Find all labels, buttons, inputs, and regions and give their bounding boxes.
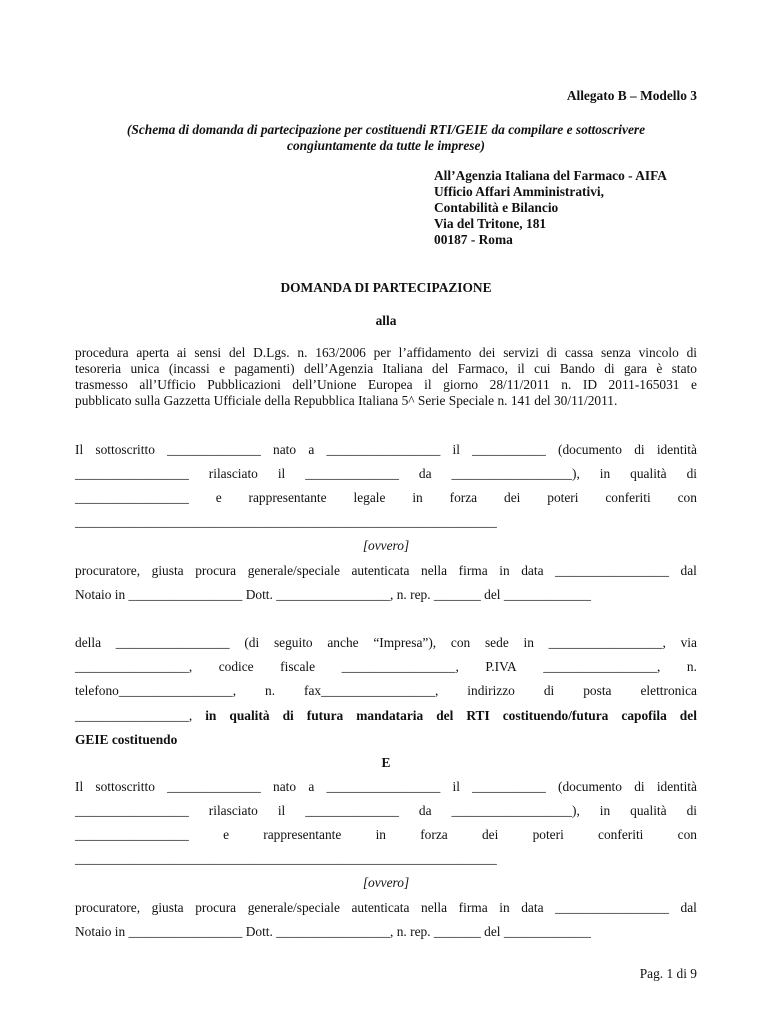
recipient-line: All’Agenzia Italiana del Farmaco - AIFA [434, 168, 667, 183]
word: telefono_________________, [75, 683, 237, 698]
word: in [599, 803, 611, 818]
block1-line2 [75, 466, 697, 482]
word: generale/speciale [247, 563, 340, 578]
word: procuratore, [75, 900, 141, 915]
word: mandataria [356, 708, 424, 723]
word: firma [458, 563, 488, 578]
word: di [686, 466, 697, 481]
word: generale/speciale [247, 900, 340, 915]
block1-line5 [75, 563, 697, 579]
word: _________________, [75, 659, 193, 674]
word: di [634, 779, 645, 794]
block1-line4: _______________________________________________________________ [75, 514, 497, 529]
word: il [277, 803, 286, 818]
word: codice [218, 659, 254, 674]
word: _________________ [75, 490, 189, 505]
document-title: DOMANDA DI PARTECIPAZIONE [280, 280, 492, 295]
word: autenticata [351, 900, 410, 915]
word: del [679, 708, 697, 723]
intro-line: trasmesso all’Ufficio Pubblicazioni dell’Unione Europea il giorno 28/11/2011 n. ID 2011-165031 e [75, 377, 697, 392]
word: _________________, [75, 708, 193, 723]
word: dei [504, 490, 521, 505]
word: Il [75, 442, 84, 457]
word: di [543, 683, 555, 698]
word: a [308, 442, 315, 457]
word: ___________ [472, 442, 546, 457]
word: capofila [621, 708, 667, 723]
word: (documento [558, 779, 622, 794]
word: rappresentante [248, 490, 327, 505]
word: Il [75, 779, 84, 794]
word: fax_________________, [304, 683, 439, 698]
company-line4 [75, 708, 697, 724]
word: a [308, 779, 315, 794]
word: giusta [151, 900, 184, 915]
word: nella [421, 900, 448, 915]
word: sede [484, 635, 509, 650]
intro-line: procedura aperta ai sensi del D.Lgs. n. 163/2006 per l’affidamento dei servizi di cassa senza vincolo di [75, 345, 697, 360]
word: nato [273, 442, 297, 457]
word: qualità [630, 803, 667, 818]
block1-line6: Notaio in _________________ Dott. _________________, n. rep. _______ del _____________ [75, 587, 591, 602]
word: autenticata [351, 563, 410, 578]
word: forza [449, 490, 478, 505]
word: costituendo/futura [502, 708, 609, 723]
word: sottoscritto [95, 442, 155, 457]
recipient-line: Contabilità e Bilancio [434, 200, 559, 215]
word: procura [195, 900, 237, 915]
word: conferiti [605, 490, 651, 505]
word: poteri [547, 490, 579, 505]
word: in [499, 563, 510, 578]
word: procura [195, 563, 237, 578]
word: identità [656, 442, 697, 457]
recipient-line: Via del Tritone, 181 [434, 216, 547, 231]
word: indirizzo [467, 683, 515, 698]
word: il [277, 466, 286, 481]
page-number: Pag. 1 di 9 [639, 966, 697, 981]
word: identità [656, 779, 697, 794]
subtitle-line-2: congiuntamente da tutte le imprese) [287, 138, 485, 153]
word: dal [680, 563, 697, 578]
word: sottoscritto [95, 779, 155, 794]
word: rilasciato [208, 803, 258, 818]
word: ______________ [305, 803, 399, 818]
word: posta [583, 683, 612, 698]
word: _________________ [326, 779, 441, 794]
recipient-address [434, 168, 704, 248]
word: in [599, 466, 611, 481]
word: in [375, 827, 386, 842]
word: legale [353, 490, 386, 505]
block2-ovvero: [ovvero] [362, 875, 410, 890]
word: in [523, 635, 534, 650]
word: anche [327, 635, 359, 650]
block1-line1 [75, 442, 697, 458]
word: _________________ [75, 466, 189, 481]
word: (documento [558, 442, 622, 457]
word: rappresentante [263, 827, 342, 842]
annex-label: Allegato B – Modello 3 [566, 88, 697, 103]
company-line3 [75, 683, 697, 699]
word: da [418, 466, 432, 481]
word: n. [686, 659, 697, 674]
word: “Impresa”), [373, 635, 437, 650]
word: __________________), [451, 466, 580, 481]
word: via [680, 635, 697, 650]
word: forza [420, 827, 448, 842]
block2-line6: Notaio in _________________ Dott. _________________, n. rep. _______ del _____________ [75, 924, 591, 939]
company-line1 [75, 635, 697, 651]
word: data [521, 563, 544, 578]
word: ___________ [472, 779, 546, 794]
intro-line: tesoreria unica (incassi e pagamenti) dell’Agenzia Italiana del Farmaco, il cui Bando di gara è stato [75, 361, 697, 376]
word: firma [458, 900, 488, 915]
word: dei [481, 827, 499, 842]
word: di [634, 442, 645, 457]
word: _________________ [555, 900, 669, 915]
word: nato [273, 779, 297, 794]
word: ______________ [167, 442, 261, 457]
document-subtitle: alla [375, 313, 397, 328]
word: n. [265, 683, 276, 698]
word: _________________, [341, 659, 459, 674]
word: ______________ [305, 466, 399, 481]
word: in [205, 708, 217, 723]
block2-line1 [75, 779, 697, 795]
word: data [521, 900, 544, 915]
word: della [75, 635, 102, 650]
company-line5: GEIE costituendo [75, 732, 178, 747]
word: _________________, [548, 635, 666, 650]
block2-line5 [75, 900, 697, 916]
word: del [436, 708, 454, 723]
word: poteri [532, 827, 564, 842]
word: P.IVA [485, 659, 517, 674]
word: di [282, 708, 294, 723]
word: giusta [151, 563, 184, 578]
word: rilasciato [208, 466, 258, 481]
word: qualità [229, 708, 270, 723]
word: in [499, 900, 510, 915]
word: il [452, 442, 460, 457]
word: procuratore, [75, 563, 141, 578]
word: seguito [273, 635, 313, 650]
word: qualità [630, 466, 667, 481]
subtitle-line-1: (Schema di domanda di partecipazione per costituendi RTI/GEIE da compilare e sottoscrivere [126, 122, 646, 137]
word: elettronica [640, 683, 697, 698]
word: in [412, 490, 423, 505]
word: con [677, 827, 697, 842]
word: ______________ [167, 779, 261, 794]
word: _________________ [75, 827, 189, 842]
word: _________________ [326, 442, 441, 457]
word: conferiti [598, 827, 644, 842]
intro-line: pubblicato sulla Gazzetta Ufficiale della Repubblica Italiana 5^ Serie Speciale n. 141 del 30/11/2011. [75, 393, 618, 408]
recipient-line: 00187 - Roma [434, 232, 513, 247]
separator-e: E [381, 755, 391, 770]
word: e [223, 827, 230, 842]
word: _________________ [75, 803, 189, 818]
word: RTI [466, 708, 490, 723]
word: dal [680, 900, 697, 915]
word: nella [421, 563, 448, 578]
block1-line3 [75, 490, 697, 506]
word: _________________, [543, 659, 661, 674]
word: e [215, 490, 222, 505]
word: con [450, 635, 471, 650]
word: _________________ [555, 563, 669, 578]
block1-ovvero: [ovvero] [362, 538, 410, 553]
block2-line2 [75, 803, 697, 819]
word: di [686, 803, 697, 818]
word: fiscale [280, 659, 316, 674]
block2-line3 [75, 827, 697, 843]
word: da [418, 803, 432, 818]
word: __________________), [451, 803, 580, 818]
word: _________________ [115, 635, 230, 650]
word: futura [306, 708, 344, 723]
word: il [452, 779, 460, 794]
word: con [677, 490, 697, 505]
recipient-line: Ufficio Affari Amministrativi, [434, 184, 604, 199]
company-line2 [75, 659, 697, 675]
word: (di [244, 635, 260, 650]
block2-line4: _______________________________________________________________ [75, 851, 497, 866]
